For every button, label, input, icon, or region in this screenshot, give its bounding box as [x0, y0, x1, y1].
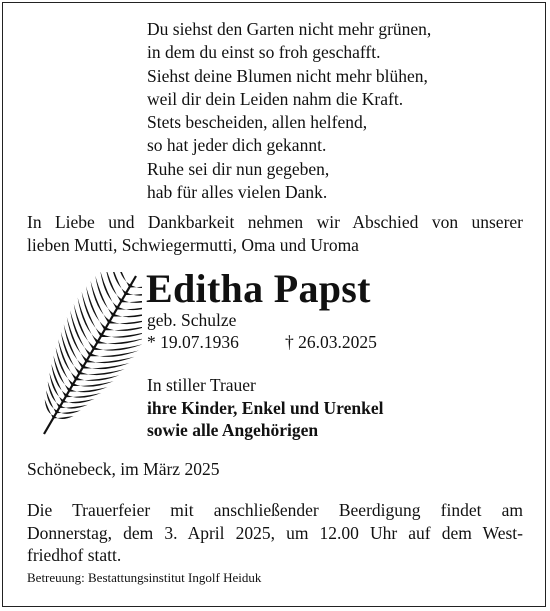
poem-line: so hat jeder dich gekannt. [147, 135, 327, 156]
poem [147, 18, 431, 204]
frond-leaflet [91, 281, 111, 324]
mourners-relatives: sowie alle Angehörigen [147, 420, 319, 440]
intro-line: In Liebe und Dankbarkeit nehmen wir Abschied von unserer [27, 212, 523, 232]
poem-line: weil dir dein Leiden nahm die Kraft. [147, 88, 404, 109]
frond-leaflet [106, 272, 123, 302]
maiden-name: geb. Schulze [147, 310, 237, 330]
frond-leaflet [69, 387, 108, 392]
frond-leaflet [49, 373, 63, 403]
frond-leaflet [95, 276, 114, 317]
funeral-home-credit: Betreuung: Bestattungsinstitut Ingolf Heiduk [27, 570, 262, 585]
frond-leaflet [56, 347, 74, 386]
frond-leaflet [61, 332, 80, 375]
frond-leaflet [82, 292, 103, 337]
place-date: Schönebeck, im März 2025 [27, 459, 220, 479]
frond-leaflet [59, 405, 88, 409]
frond-leaflet [89, 351, 138, 357]
frond-leaflet [97, 338, 142, 344]
service-line: Die Trauerfeier mit anschließender Beerdigung findet am [27, 500, 523, 520]
service-line: friedhof statt. [27, 545, 122, 565]
frond-leaflet [79, 369, 125, 375]
frond-leaflet [101, 331, 142, 337]
frond-leaflet [75, 375, 119, 381]
frond-leaflet [53, 416, 74, 419]
deceased-name: Editha Papst [146, 266, 371, 311]
mourners-block [147, 374, 383, 442]
palm-frond-icon [40, 272, 142, 436]
frond-leaflet [62, 399, 95, 403]
frond-leaflet [56, 410, 81, 413]
poem-line: hab für alles vielen Dank. [147, 182, 328, 203]
frond-leaflet [82, 363, 130, 369]
frond-leaflet [86, 286, 106, 330]
frond-leaflet [117, 272, 131, 288]
frond-leaflet [105, 325, 143, 331]
poem-line: Stets bescheiden, allen helfend, [147, 112, 368, 133]
frond-leaflet [117, 305, 142, 311]
frond-leaflet [67, 317, 88, 362]
farewell-intro [27, 211, 523, 257]
frond-leaflet [111, 272, 127, 295]
poem-line: Ruhe sei dir nun gegeben, [147, 158, 330, 179]
frond-leaflet [78, 298, 99, 344]
frond-leaflet [113, 311, 143, 317]
frond-leaflet [109, 318, 143, 324]
death-date: † 26.03.2025 [285, 332, 377, 352]
frond-leaflet [58, 339, 77, 380]
poem-line: Siehst deine Blumen nicht mehr blühen, [147, 65, 428, 86]
intro-line: lieben Mutti, Schwiegermutti, Oma und Uroma [27, 235, 359, 255]
frond-leaflet [86, 357, 135, 363]
frond-leaflet [51, 364, 67, 397]
frond-leaflet [70, 310, 91, 356]
frond-leaflet [65, 393, 101, 398]
mourning-intro: In stiller Trauer [147, 375, 256, 395]
mourners-family: ihre Kinder, Enkel und Urenkel [147, 397, 384, 418]
frond-leaflet [53, 356, 70, 392]
frond-leaflet [64, 324, 84, 368]
service-line: Donnerstag, dem 3. April 2025, um 12.00 Uhr auf dem West- [27, 522, 523, 543]
poem-line: Du siehst den Garten nicht mehr grünen, [147, 19, 432, 39]
frond-leaflet [74, 304, 95, 350]
poem-line: in dem du einst so froh geschafft. [147, 42, 381, 63]
birth-date: * 19.07.1936 [147, 332, 239, 352]
frond-leaflet [72, 381, 114, 386]
frond-leaflet [93, 344, 142, 350]
funeral-service-notice [27, 499, 523, 567]
